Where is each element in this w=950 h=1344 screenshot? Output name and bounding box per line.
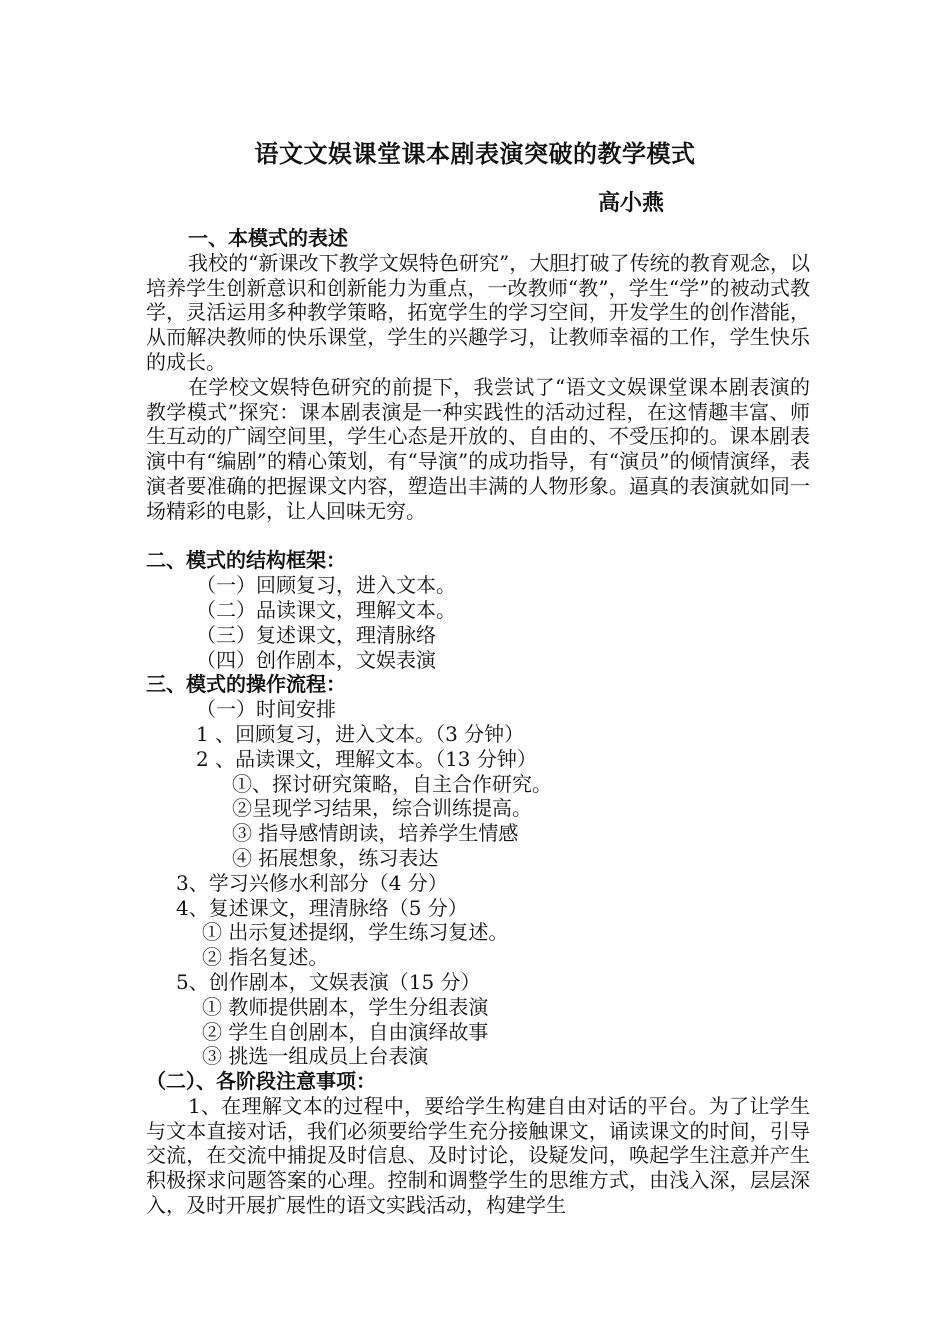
step-4-item-2: ② 指名复述。 xyxy=(202,945,329,970)
framework-item-2: （二）品读课文，理解文本。 xyxy=(196,597,456,622)
section-1-paragraph-2: 在学校文娱特色研究的前提下，我尝试了“语文文娱课堂课本剧表演的教学模式”探究：课本剧表演是一种实践性的活动过程，在这情趣丰富、师生互动的广阔空间里，学生心态是开放的、自由的、不受压抑的。课本剧表演中有“编剧”的精心策划，有“导演”的成功指导，有“演员”的倾情演绎，表演者要准确的把握课文内容，塑造出丰满的人物形象。逼真的表演就如同一场精彩的电影，让人回味无穷。 xyxy=(146,374,810,523)
document-title: 语文文娱课堂课本剧表演突破的教学模式 xyxy=(254,139,696,168)
framework-item-4: （四）创作剧本，文娱表演 xyxy=(196,647,436,672)
framework-item-3: （三）复述课文，理清脉络 xyxy=(196,622,436,647)
step-5-item-3: ③ 挑选一组成员上台表演 xyxy=(202,1044,429,1069)
notes-paragraph-1: 1、在理解文本的过程中，要给学生构建自由对话的平台。为了让学生与文本直接对话，我们必须要给学生充分接触课文，诵读课文的时间，引导交流，在交流中捕捉及时信息、及时讨论，设疑发问，唤起学生注意并产生积极探求问题答案的心理。控制和调整学生的思维方式，由浅入深，层层深入，及时开展扩展性的语文实践活动，构建学生 xyxy=(146,1093,810,1218)
process-step-4: 4、复述课文，理清脉络（5 分） xyxy=(176,895,468,920)
step-5-item-1: ① 教师提供剧本，学生分组表演 xyxy=(202,994,489,1019)
step-4-item-1: ① 出示复述提纲，学生练习复述。 xyxy=(202,920,509,945)
time-arrangement-subheading: （一）时间安排 xyxy=(196,697,336,722)
process-step-1: 1 、回顾复习，进入文本。（3 分钟） xyxy=(196,721,525,746)
process-step-3: 3、学习兴修水利部分（4 分） xyxy=(176,870,448,895)
step-2-item-3: ③ 指导感情朗读，培养学生情感 xyxy=(232,821,519,846)
step-2-item-2: ②呈现学习结果，综合训练提高。 xyxy=(232,796,532,821)
document-body xyxy=(146,226,810,1218)
framework-item-1: （一）回顾复习，进入文本。 xyxy=(196,573,456,598)
process-step-5: 5、创作剧本，文娱表演（15 分） xyxy=(176,969,481,994)
notes-subheading: （二）、各阶段注意事项： xyxy=(146,1069,376,1094)
spacer xyxy=(146,524,810,549)
step-5-item-2: ② 学生自创剧本，自由演绎故事 xyxy=(202,1019,489,1044)
step-2-item-4: ④ 拓展想象，练习表达 xyxy=(232,845,439,870)
section-2-heading: 二、模式的结构框架： xyxy=(146,548,346,573)
section-3-heading: 三、模式的操作流程： xyxy=(146,672,346,697)
section-1-heading: 一、本模式的表述 xyxy=(188,226,348,250)
section-1-paragraph-1: 我校的“新课改下教学文娱特色研究”，大胆打破了传统的教育观念，以培养学生创新意识和创新能力为重点，一改教师“教”，学生“学”的被动式教学，灵活运用多种教学策略，拓宽学生的学习空间，开发学生的创作潜能，从而解决教师的快乐课堂，学生的兴趣学习，让教师幸福的工作，学生快乐的成长。 xyxy=(146,250,810,374)
process-step-2: 2 、品读课文，理解文本。（13 分钟） xyxy=(196,746,537,771)
author-name: 高小燕 xyxy=(598,190,665,216)
step-2-item-1: ①、探讨研究策略，自主合作研究。 xyxy=(232,771,552,796)
